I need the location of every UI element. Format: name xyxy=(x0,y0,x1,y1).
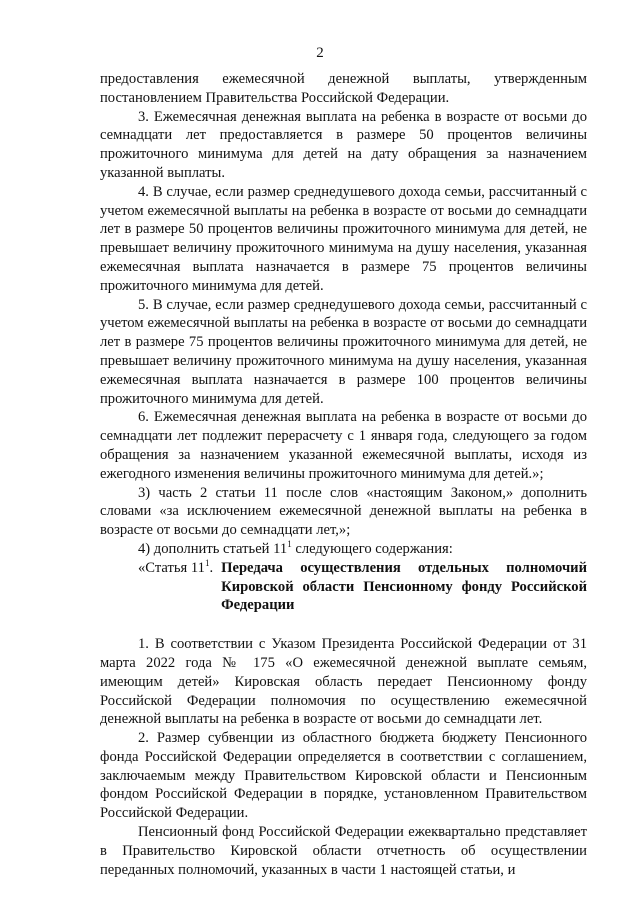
paragraph-part-4: 4. В случае, если размер среднедушевого дохода семьи, рассчитанный с учетом ежемесячной выплаты на ребенка в возрасте от восьми до семнадцати лет в размере 50 процентов величины прожиточного минимума для детей, не превышает величину прожиточного минимума на душу населения, указанная ежемесячная выплата назначается в размере 75 процентов величины прожиточного минимума для детей. xyxy=(100,183,587,294)
article-lead xyxy=(100,559,213,615)
item-4-before: 4) дополнить статьей 11 xyxy=(138,540,288,557)
article-lead-end: . xyxy=(209,559,214,576)
article-paragraph-1: 1. В соответствии с Указом Президента Российской Федерации от 31 марта 2022 года № 175 «О ежемесячной денежной выплате семьям, имеющим детей» Кировская область передает Пенсионному фонду Российской Федерации полномочия по осуществлению ежемесячной денежной выплаты на ребенка в возрасте от восьми до семнадцати лет. xyxy=(100,636,587,728)
paragraph-part-5: 5. В случае, если размер среднедушевого дохода семьи, рассчитанный с учетом ежемесячной выплаты на ребенка в возрасте от восьми до семнадцати лет в размере 75 процентов величины прожиточного минимума для детей, не превышает величину прожиточного минимума на душу населения, указанная ежемесячная выплата назначается в размере 100 процентов величины прожиточного минимума для детей. xyxy=(100,296,587,407)
spacer xyxy=(100,615,587,635)
document-body xyxy=(100,70,587,879)
paragraph-item-4 xyxy=(100,540,587,559)
paragraph-item-3: 3) часть 2 статьи 11 после слов «настоящим Законом,» дополнить словами «за исключением ежемесячной денежной выплаты на ребенка в возрасте от восьми до семнадцати лет,»; xyxy=(100,484,587,539)
article-paragraph-3: Пенсионный фонд Российской Федерации ежеквартально представляет в Правительство Кировской области отчетность об осуществлении переданных полномочий, указанных в части 1 настоящей статьи, и xyxy=(100,824,587,878)
paragraph-part-6: 6. Ежемесячная денежная выплата на ребенка в возрасте от восьми до семнадцати лет подлежит перерасчету с 1 января года, следующего за годом обращения за назначением указанной ежемесячной выплаты, исходя из ежегодного изменения величины прожиточного минимума для детей.»; xyxy=(100,409,587,482)
item-4-sup: 1 xyxy=(287,539,292,550)
paragraph-part-3: 3. Ежемесячная денежная выплата на ребенка в возрасте от восьми до семнадцати лет предоставляется в размере 50 процентов величины прожиточного минимума для детей на дату обращения за назначением указанной выплаты. xyxy=(100,108,587,181)
article-lead-text: «Статья 11 xyxy=(138,559,205,576)
article-heading xyxy=(100,559,587,615)
page-number: 2 xyxy=(316,45,324,61)
article-lead-sup: 1 xyxy=(204,557,210,568)
article-paragraph-2: 2. Размер субвенции из областного бюджета бюджету Пенсионного фонда Российской Федерации определяется в соответствии с соглашением, заключаемым между Правительством Кировской области и Пенсионным фондом Российской Федерации в порядке, установленном Правительством Российской Федерации. xyxy=(100,730,587,822)
paragraph-continuation: предоставления ежемесячной денежной выплаты, утвержденным постановлением Правительства Российской Федерации. xyxy=(100,71,587,106)
article-title: Передача осуществления отдельных полномочий Кировской области Пенсионному фонду Российской Федерации xyxy=(221,559,587,614)
item-4-after: следующего содержания: xyxy=(291,540,453,557)
